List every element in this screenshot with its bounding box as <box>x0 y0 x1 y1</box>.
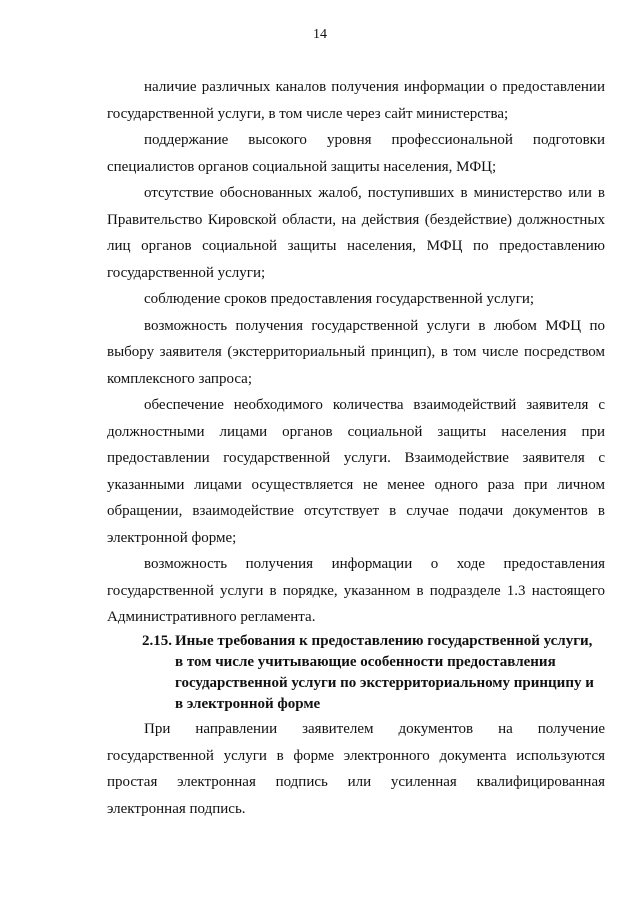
closing-text <box>107 716 605 822</box>
section-title-line: в том числе учитывающие особенности предоставления <box>175 654 556 670</box>
paragraph-staff-training: поддержание высокого уровня профессиональной подготовки специалистов органов социальной защиты населения, МФЦ; <box>107 132 605 175</box>
paragraph-any-mfc: возможность получения государственной услуги в любом МФЦ по выбору заявителя (экстерриториальный принцип), в том числе посредством комплексного запроса; <box>107 317 605 387</box>
paragraph-information-channels: наличие различных каналов получения информации о предоставлении государственной услуги, в том числе через сайт министерства; <box>107 79 605 122</box>
page-number: 14 <box>313 27 327 42</box>
section-number: 2.15. <box>142 633 172 649</box>
paragraph-no-complaints: отсутствие обоснованных жалоб, поступивших в министерство или в Правительство Кировской области, на действия (бездействие) должностных лиц органов социальной защиты населения, МФЦ по предоставлению государственной услуги; <box>107 185 605 281</box>
section-title-line: Иные требования к предоставлению государственной услуги, <box>175 633 593 649</box>
body-text <box>107 74 605 631</box>
paragraph-deadlines: соблюдение сроков предоставления государственной услуги; <box>144 291 535 307</box>
paragraph-electronic-signature: При направлении заявителем документов на получение государственной услуги в форме электронного документа используются простая электронная подпись или усиленная квалифицированная электронная подпись. <box>107 721 605 817</box>
section-heading <box>142 631 605 715</box>
section-heading-line-1 <box>142 631 605 652</box>
paragraph-interactions: обеспечение необходимого количества взаимодействий заявителя с должностными лицами органов социальной защиты населения при предоставлении государственной услуги. Взаимодействие заявителя с указанными лицами осуществляется не менее одного раза при личном обращении, взаимодействие отсутствует в случае подачи документов в электронной форме; <box>107 397 605 546</box>
paragraph-progress-info: возможность получения информации о ходе предоставления государственной услуги в порядке, указанном в подразделе 1.3 настоящего Административного регламента. <box>107 556 605 625</box>
section-title-line: государственной услуги по экстерриториальному принципу и <box>175 675 594 691</box>
section-title-line: в электронной форме <box>175 696 321 712</box>
